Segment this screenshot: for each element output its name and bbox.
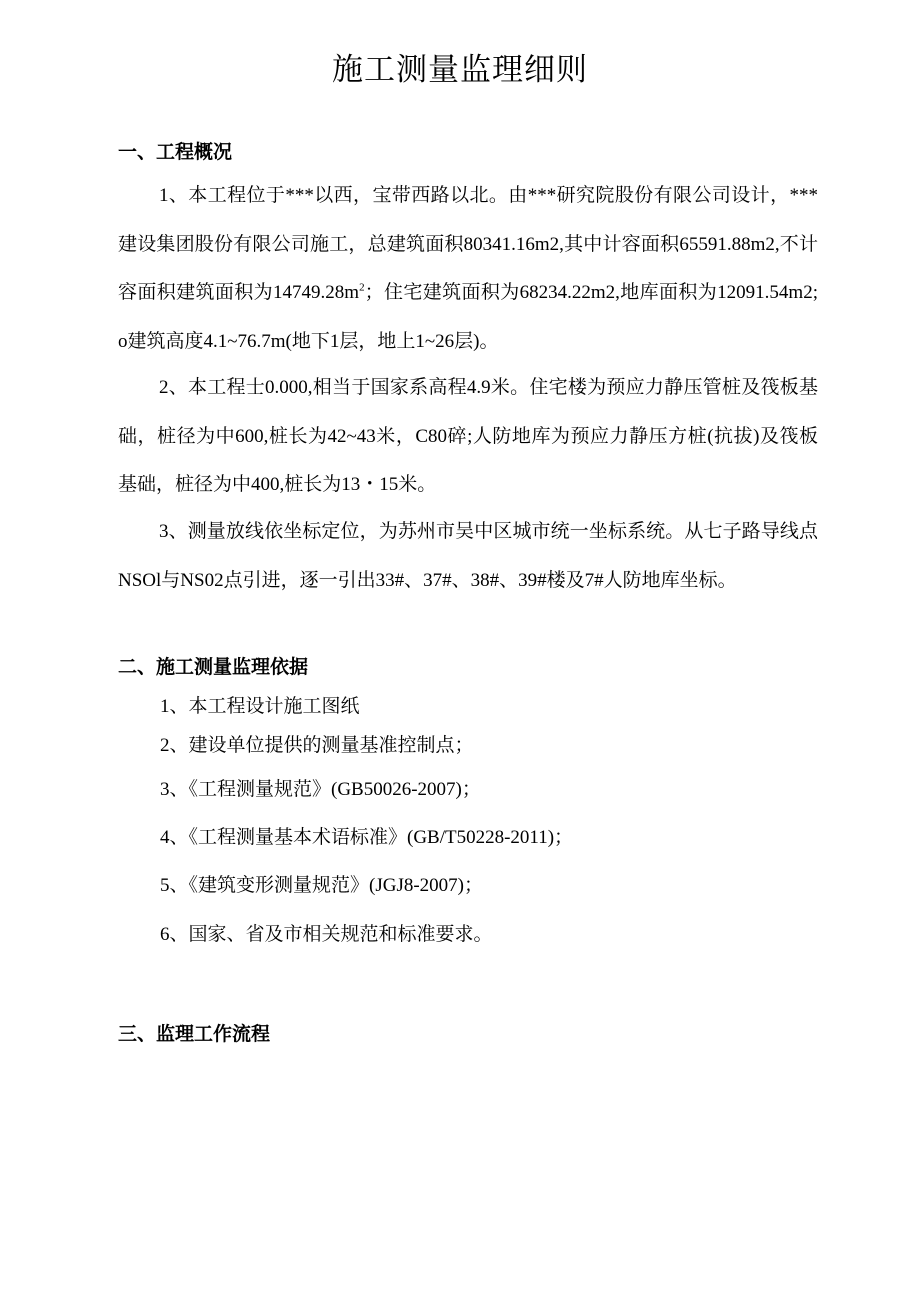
overview-paragraph-2: 2、本工程士0.000,相当于国家系高程4.9米。住宅楼为预应力静压管桩及筏板基础，桩径为中600,桩长为42~43米，C80碎;人防地库为预应力静压方桩(抗拔)及筏板基础，桩径为中400,桩长为13・15米。: [118, 377, 818, 496]
overview-paragraph-1: [118, 172, 818, 366]
basis-item: 2、建设单位提供的测量基准控制点；: [160, 735, 474, 756]
section-heading-workflow: 三、监理工作流程: [118, 1024, 271, 1045]
superscript-2: 2: [359, 281, 365, 294]
section-heading-overview: 一、工程概况: [118, 142, 233, 163]
basis-item: 6、国家、省及市相关规范和标准要求。: [160, 924, 493, 945]
overview-paragraph-1-text: 1、本工程位于***以西，宝带西路以北。由***研究院股份有限公司设计，***建设集团股份有限公司施工，总建筑面积80341.16m2,其中计容面积65591.88m2,不计容面积建筑面积为14749.28m: [118, 185, 818, 304]
basis-item: 5、《建筑变形测量规范》(JGJ8-2007)；: [160, 875, 483, 896]
basis-item: 4、《工程测量基本术语标准》(GB/T50228-2011)；: [160, 827, 574, 848]
basis-item: 1、本工程设计施工图纸: [160, 696, 360, 717]
overview-paragraph-3: 3、测量放线依坐标定位，为苏州市吴中区城市统一坐标系统。从七子路导线点NSOl与NS02点引进，逐一引出33#、37#、38#、39#楼及7#人防地库坐标。: [118, 521, 818, 591]
section-heading-basis: 二、施工测量监理依据: [118, 657, 309, 678]
basis-item: 3、《工程测量规范》(GB50026-2007)；: [160, 779, 481, 800]
document-title: 施工测量监理细则: [332, 52, 588, 87]
overview-paragraph-1-text-cont: ；住宅建筑面积为68234.22m2,地库面积为12091.54m2;o建筑高度4.1~76.7m(地下1层，地上1~26层)。: [118, 282, 818, 352]
